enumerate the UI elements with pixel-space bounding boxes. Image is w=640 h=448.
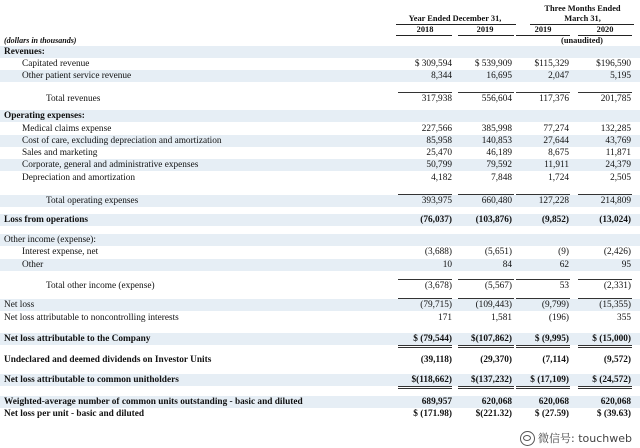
sum-rule	[458, 194, 514, 195]
row-value-col1: (76,037)	[420, 215, 452, 225]
row-value-col4: (2,331)	[603, 281, 631, 291]
table-row	[0, 172, 640, 184]
row-value-col1: $ (171.98)	[413, 409, 452, 419]
row-value-col3: (9,852)	[541, 215, 569, 225]
table-row	[0, 70, 640, 82]
row-value-col4: 24,379	[605, 160, 631, 170]
table-row	[0, 195, 640, 207]
row-value-col1: 171	[438, 313, 452, 323]
row-value-col1: 85,958	[426, 136, 452, 146]
total-double-rule	[398, 388, 452, 389]
row-value-col2: 660,480	[481, 196, 512, 206]
row-value-col4: 620,068	[600, 397, 631, 407]
col-header-2019: 2019	[476, 25, 494, 34]
sum-rule	[516, 298, 570, 299]
row-label: Cost of care, excluding depreciation and amortization	[22, 136, 222, 146]
total-double-rule	[398, 386, 452, 387]
sum-rule	[398, 298, 452, 299]
row-label: Total revenues	[46, 94, 101, 104]
row-value-col2: 620,068	[481, 397, 512, 407]
total-double-rule	[578, 388, 632, 389]
row-label: Revenues:	[4, 47, 45, 57]
row-value-col2: (103,876)	[475, 215, 512, 225]
sum-rule	[458, 298, 514, 299]
three-months-header-line1: Three Months Ended	[544, 4, 621, 13]
row-value-col3: 77,274	[543, 124, 569, 134]
row-label: Net loss	[4, 300, 35, 310]
row-value-col3: 117,376	[539, 94, 569, 104]
row-value-col2: 385,998	[481, 124, 512, 134]
sum-rule	[398, 92, 452, 93]
sum-rule	[578, 92, 632, 93]
table-row	[0, 354, 640, 366]
total-double-rule	[578, 347, 632, 348]
row-value-col3: $ (9,995)	[534, 334, 569, 344]
row-value-col4: $196,590	[596, 59, 631, 69]
total-double-rule	[578, 345, 632, 346]
row-value-col3: 27,644	[543, 136, 569, 146]
total-double-rule	[398, 347, 452, 348]
row-value-col1: 689,957	[421, 397, 452, 407]
total-double-rule	[458, 386, 514, 387]
row-value-col3: 53	[559, 281, 569, 291]
total-double-rule	[458, 345, 514, 346]
row-value-col1: (3,688)	[424, 247, 452, 257]
sum-rule	[458, 92, 514, 93]
table-row	[0, 299, 640, 311]
table-row	[0, 333, 640, 345]
row-value-col1: $ 309,594	[414, 59, 452, 69]
row-value-col3: $115,329	[534, 59, 569, 69]
table-row	[0, 123, 640, 135]
row-value-col4: 11,871	[605, 148, 631, 158]
row-value-col3: 2,047	[548, 71, 569, 81]
row-value-col2: $ 539,909	[474, 59, 512, 69]
row-value-col3: $ (17,109)	[530, 375, 569, 385]
row-value-col4: (13,024)	[599, 215, 631, 225]
row-value-col2: $(221.32)	[475, 409, 512, 419]
sum-rule	[516, 92, 570, 93]
row-value-col3: 127,228	[538, 196, 569, 206]
total-double-rule	[516, 386, 570, 387]
row-value-col1: $ (79,544)	[413, 334, 452, 344]
table-row	[0, 58, 640, 70]
row-label: Total other income (expense)	[46, 281, 155, 291]
row-value-col4: 132,285	[600, 124, 631, 134]
row-label: Net loss attributable to common unitholders	[4, 375, 179, 385]
total-double-rule	[516, 347, 570, 348]
row-value-col1: 227,566	[421, 124, 452, 134]
row-label: Net loss attributable to the Company	[4, 334, 151, 344]
row-value-col1: 50,799	[426, 160, 452, 170]
table-row	[0, 259, 640, 271]
row-value-col3: 8,675	[548, 148, 569, 158]
row-value-col4: 5,195	[610, 71, 631, 81]
row-value-col1: $(118,662)	[411, 375, 452, 385]
sum-rule	[398, 279, 452, 280]
sum-rule	[516, 279, 570, 280]
table-row	[0, 408, 640, 420]
row-value-col1: 4,182	[431, 173, 452, 183]
row-value-col2: (29,370)	[480, 355, 512, 365]
total-double-rule	[398, 345, 452, 346]
row-value-col2: (109,443)	[475, 300, 512, 310]
row-value-col2: 140,853	[481, 136, 512, 146]
row-value-col4: 95	[621, 260, 631, 270]
sum-rule	[578, 194, 632, 195]
sum-rule	[398, 194, 452, 195]
row-label: Interest expense, net	[22, 247, 99, 257]
col-header-2018: 2018	[416, 25, 434, 34]
row-value-col3: 11,911	[544, 160, 569, 170]
row-value-col3: $ (27.59)	[534, 409, 569, 419]
col-header-q2019: 2019	[534, 25, 552, 34]
three-months-header-line2: March 31,	[564, 14, 601, 23]
row-value-col4: (15,355)	[599, 300, 631, 310]
row-label: Undeclared and deemed dividends on Investor Units	[4, 355, 212, 365]
sum-rule	[578, 298, 632, 299]
table-row	[0, 246, 640, 258]
row-value-col2: (5,567)	[484, 281, 512, 291]
row-value-col3: (196)	[548, 313, 569, 323]
row-label: Net loss per unit - basic and diluted	[4, 409, 145, 419]
table-row	[0, 280, 640, 292]
col-header-q2020: 2020	[596, 25, 614, 34]
row-label: Medical claims expense	[22, 124, 112, 134]
row-value-col4: $ (39.63)	[596, 409, 631, 419]
row-value-col1: 317,938	[421, 94, 452, 104]
row-value-col3: (7,114)	[542, 355, 569, 365]
sum-rule	[516, 194, 570, 195]
unaudited-label: (unaudited)	[561, 36, 603, 45]
row-label: Corporate, general and administrative expenses	[22, 160, 199, 170]
row-value-col4: (9,572)	[603, 355, 631, 365]
row-value-col3: (9,799)	[541, 300, 569, 310]
total-double-rule	[458, 347, 514, 348]
row-value-col3: 1,724	[548, 173, 569, 183]
table-row	[0, 46, 640, 58]
table-row	[0, 110, 640, 122]
row-value-col2: $(137,232)	[470, 375, 512, 385]
sum-rule	[578, 279, 632, 280]
table-row	[0, 93, 640, 105]
table-row	[0, 234, 640, 246]
row-value-col2: 1,581	[491, 313, 512, 323]
row-value-col3: 62	[559, 260, 569, 270]
row-value-col1: (3,678)	[424, 281, 452, 291]
row-label: Other income (expense):	[4, 235, 96, 245]
row-value-col1: (79,715)	[420, 300, 452, 310]
row-value-col1: 393,975	[421, 196, 452, 206]
row-value-col3: (9)	[558, 247, 569, 257]
row-value-col2: $(107,862)	[470, 334, 512, 344]
total-double-rule	[458, 388, 514, 389]
total-double-rule	[516, 388, 570, 389]
table-row	[0, 147, 640, 159]
wechat-icon	[520, 431, 535, 446]
total-double-rule	[578, 386, 632, 387]
row-label: Depreciation and amortization	[22, 173, 136, 183]
row-value-col4: 214,809	[600, 196, 631, 206]
row-value-col1: 8,344	[431, 71, 452, 81]
row-value-col4: (2,426)	[603, 247, 631, 257]
row-value-col4: 201,785	[600, 94, 631, 104]
row-value-col2: 79,592	[486, 160, 512, 170]
table-row	[0, 396, 640, 408]
row-value-col1: 10	[442, 260, 452, 270]
sum-rule	[458, 279, 514, 280]
row-label: Total operating expenses	[46, 196, 139, 206]
watermark-text: 微信号: touchweb	[538, 432, 632, 445]
row-value-col1: 25,470	[426, 148, 452, 158]
row-label: Other	[22, 260, 44, 270]
row-value-col2: 46,189	[486, 148, 512, 158]
table-row	[0, 135, 640, 147]
row-label: Operating expenses:	[4, 111, 85, 121]
row-value-col2: (5,651)	[484, 247, 512, 257]
row-value-col4: 355	[617, 313, 631, 323]
table-row	[0, 159, 640, 171]
row-label: Capitated revenue	[22, 59, 90, 69]
row-label: Loss from operations	[4, 215, 89, 225]
row-value-col2: 556,604	[481, 94, 512, 104]
row-value-col4: $ (24,572)	[592, 375, 631, 385]
row-value-col2: 16,695	[486, 71, 512, 81]
total-double-rule	[516, 345, 570, 346]
table-row	[0, 312, 640, 324]
table-row	[0, 374, 640, 386]
row-value-col4: $ (15,000)	[592, 334, 631, 344]
row-label: Weighted-average number of common units outstanding - basic and diluted	[4, 397, 303, 407]
watermark	[520, 430, 632, 446]
year-ended-header: Year Ended December 31,	[408, 14, 502, 23]
row-value-col2: 7,848	[491, 173, 512, 183]
table-row	[0, 214, 640, 226]
row-value-col4: 2,505	[610, 173, 631, 183]
row-value-col4: 43,769	[605, 136, 631, 146]
row-label: Net loss attributable to noncontrolling interests	[4, 313, 179, 323]
row-label: Other patient service revenue	[22, 71, 132, 81]
units-label: (dollars in thousands)	[4, 36, 77, 45]
row-value-col1: (39,118)	[420, 355, 452, 365]
row-value-col2: 84	[502, 260, 512, 270]
row-value-col3: 620,068	[538, 397, 569, 407]
row-label: Sales and marketing	[22, 148, 98, 158]
